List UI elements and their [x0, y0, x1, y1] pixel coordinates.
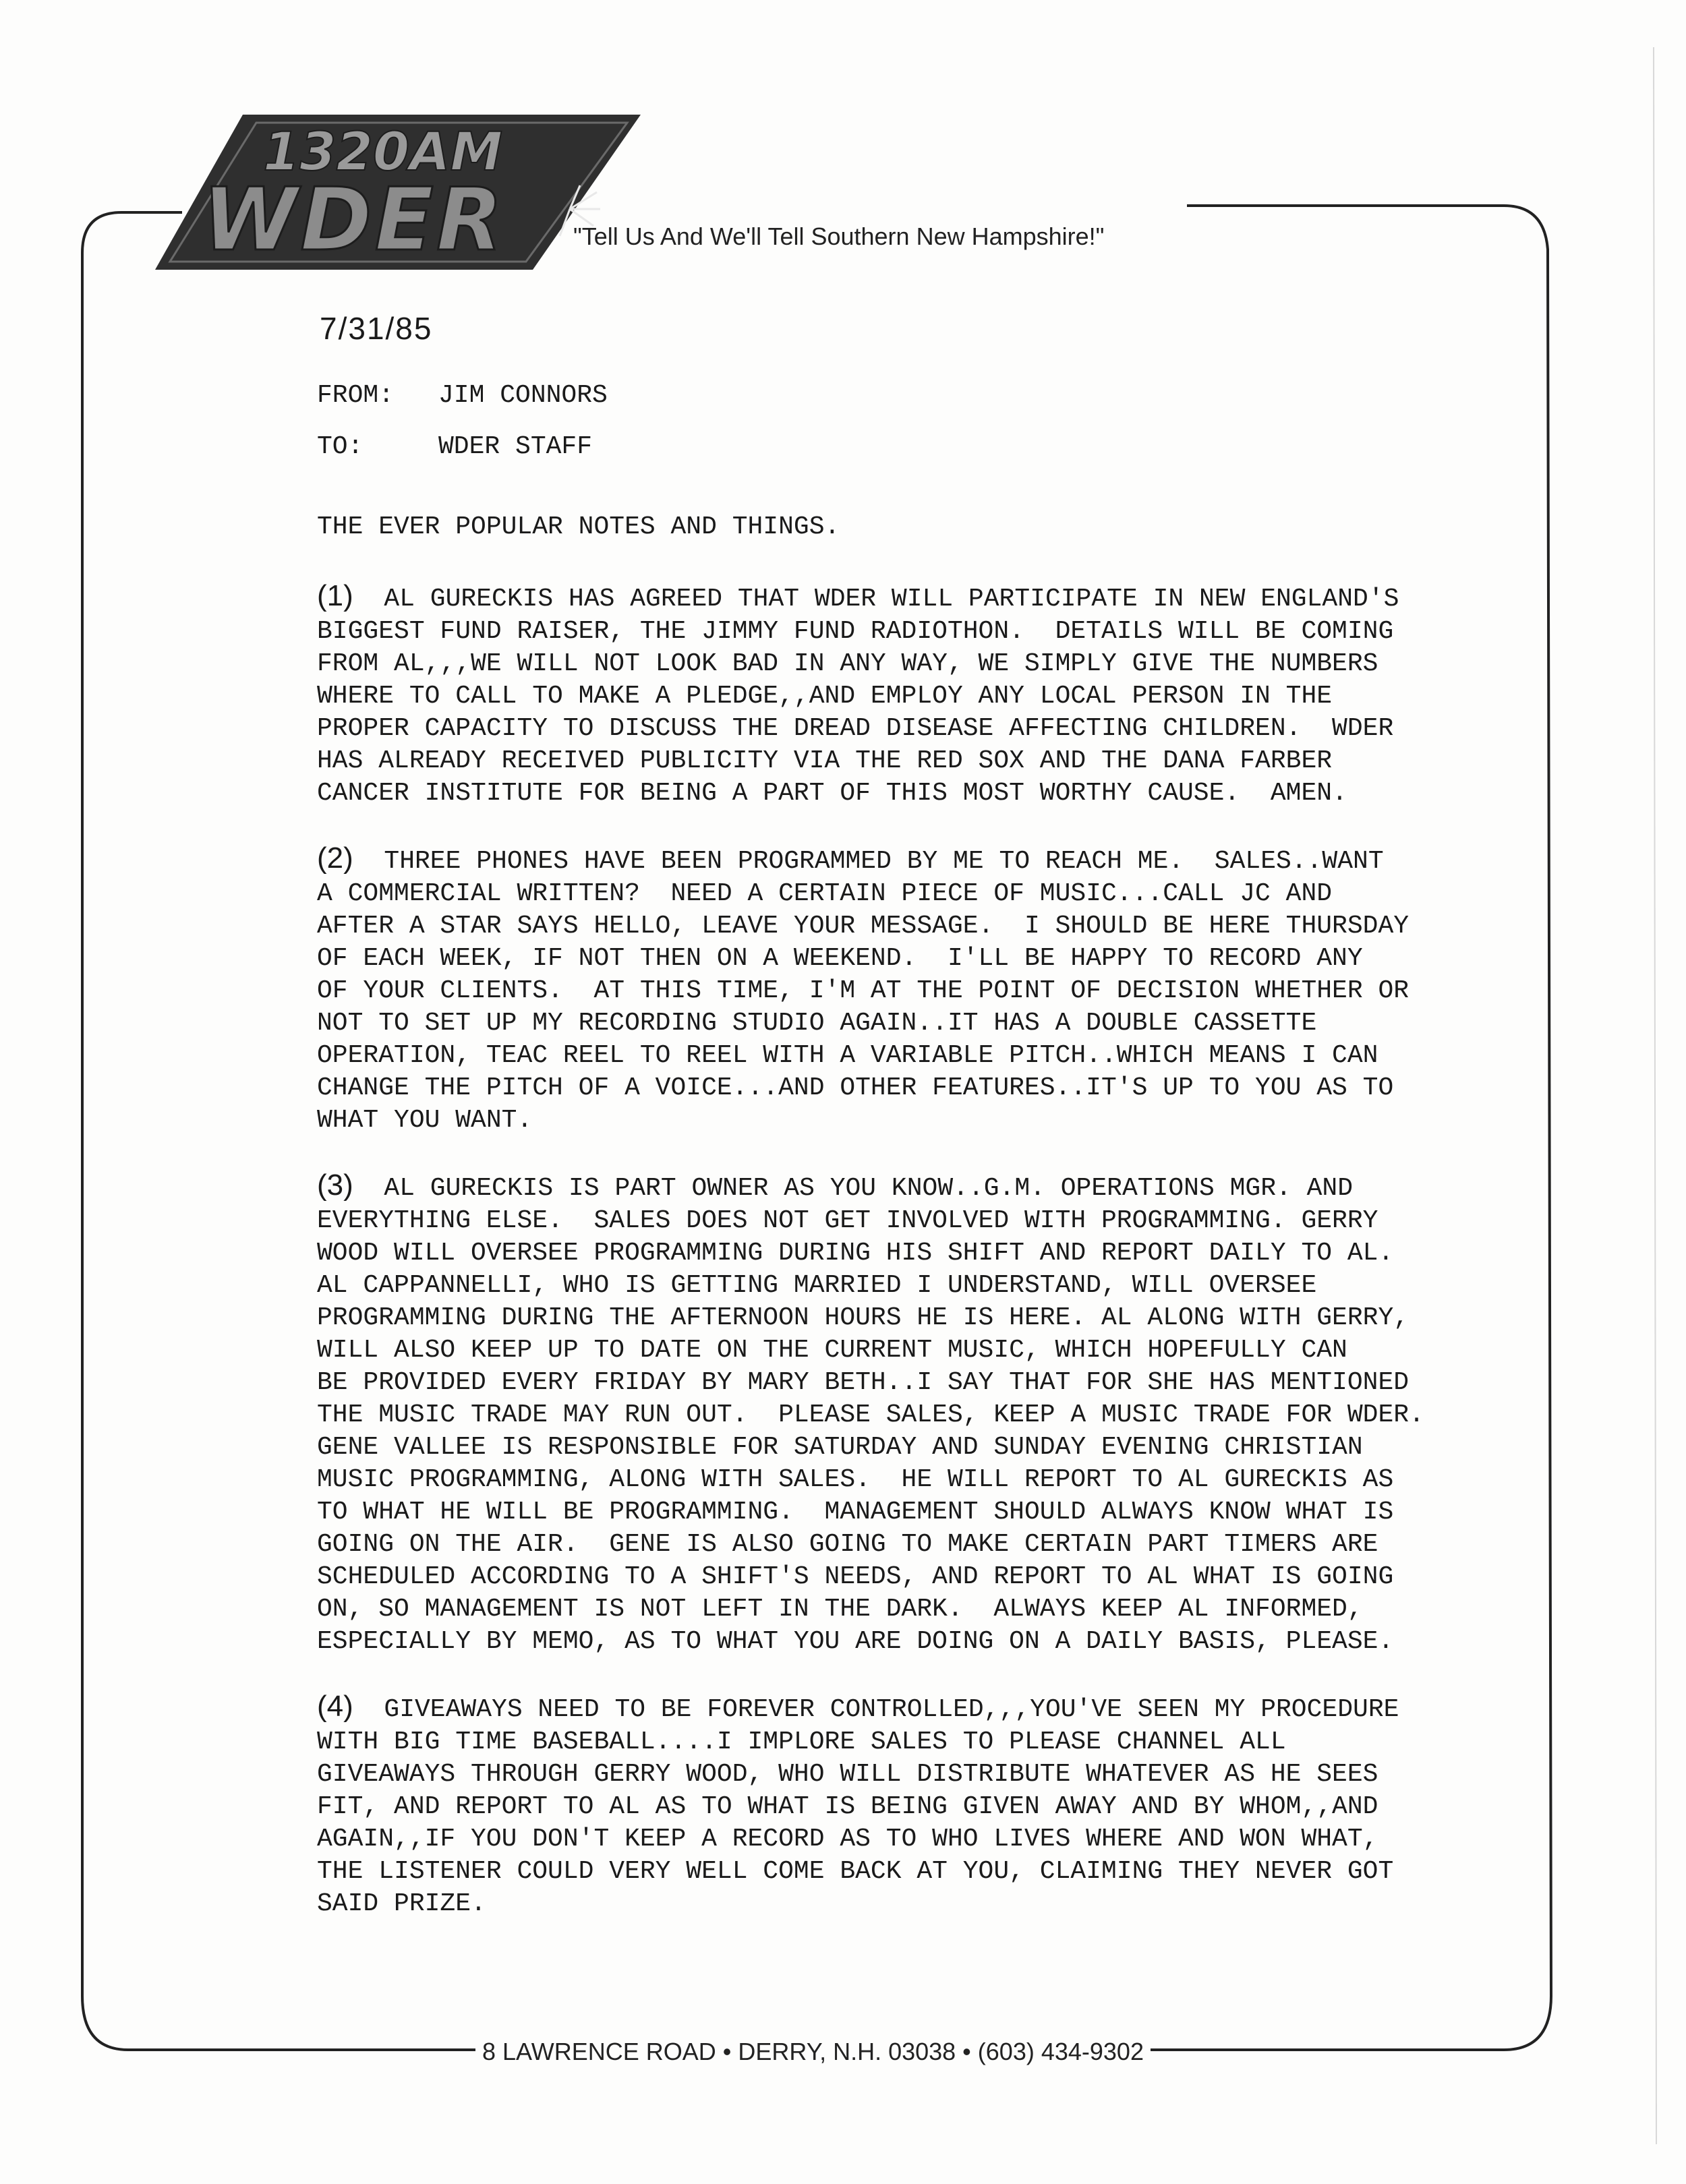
memo-paragraph-3	[317, 1169, 1544, 1658]
paragraph-text: GIVEAWAYS NEED TO BE FOREVER CONTROLLED,,,YOU'VE SEEN MY PROCEDURE WITH BIG TIME BASEBALL....I IMPLORE SALES TO PLEASE CHANNEL ALL GIVEAWAYS THROUGH GERRY WOOD, WHO WILL DISTRIBUTE WHATEVER AS HE SEES FIT, AND REPORT TO AL AS TO WHAT IS BEING GIVEN AWAY AND BY WHOM,,AND AGAIN,,IF YOU DON'T KEEP A RECORD AS TO WHO LIVES WHERE AND WON WHAT, THE LISTENER COULD VERY WELL COME BACK AT YOU, CLAIMING THEY NEVER GOT SAID PRIZE.	[317, 1695, 1399, 1918]
paragraph-text: AL GURECKIS HAS AGREED THAT WDER WILL PARTICIPATE IN NEW ENGLAND'S BIGGEST FUND RAISER, THE JIMMY FUND RADIOTHON. DETAILS WILL BE COMING FROM AL,,,WE WILL NOT LOOK BAD IN ANY WAY, WE SIMPLY GIVE THE NUMBERS WHERE TO CALL TO MAKE A PLEDGE,,AND EMPLOY ANY LOCAL PERSON IN THE PROPER CAPACITY TO DISCUSS THE DREAD DISEASE AFFECTING CHILDREN. WDER HAS ALREADY RECEIVED PUBLICITY VIA THE RED SOX AND THE DANA FARBER CANCER INSTITUTE FOR BEING A PART OF THIS MOST WORTHY CAUSE. AMEN.	[317, 585, 1399, 808]
memo-paragraph-2	[317, 842, 1544, 1137]
paragraph-number: (4)	[317, 1690, 353, 1723]
paragraph-text: THREE PHONES HAVE BEEN PROGRAMMED BY ME TO REACH ME. SALES..WANT A COMMERCIAL WRITTEN? NEED A CERTAIN PIECE OF MUSIC...CALL JC AND AFTER A STAR SAYS HELLO, LEAVE YOUR MESSAGE. I SHOULD BE HERE THURSDAY OF EACH WEEK, IF NOT THEN ON A WEEKEND. I'LL BE HAPPY TO RECORD ANY OF YOUR CLIENTS. AT THIS TIME, I'M AT THE POINT OF DECISION WHETHER OR NOT TO SET UP MY RECORDING STUDIO AGAIN..IT HAS A DOUBLE CASSETTE OPERATION, TEAC REEL TO REEL WITH A VARIABLE PITCH..WHICH MEANS I CAN CHANGE THE PITCH OF A VOICE...AND OTHER FEATURES..IT'S UP TO YOU AS TO WHAT YOU WANT.	[317, 847, 1409, 1135]
memo-paragraph-4	[317, 1690, 1544, 1920]
memo-body	[317, 310, 1544, 1953]
letterhead-tagline: "Tell Us And We'll Tell Southern New Hampshire!"	[573, 223, 1105, 250]
memo-paragraph-1	[317, 580, 1544, 810]
paragraph-number: (1)	[317, 579, 353, 612]
logo-frequency: 1320AM	[263, 122, 503, 183]
to-value: WDER STAFF	[438, 432, 593, 461]
from-row	[317, 379, 1544, 413]
paragraph-number: (3)	[317, 1169, 353, 1202]
memo-date: 7/31/85	[320, 311, 433, 346]
from-value: JIM CONNORS	[438, 381, 608, 410]
to-label: TO:	[317, 432, 364, 461]
to-row	[317, 430, 1544, 464]
wder-logo	[155, 115, 641, 276]
footer-address: 8 LAWRENCE ROAD • DERRY, N.H. 03038 • (603) 434-9302	[475, 2038, 1151, 2066]
paragraph-text: AL GURECKIS IS PART OWNER AS YOU KNOW..G.M. OPERATIONS MGR. AND EVERYTHING ELSE. SALES DOES NOT GET INVOLVED WITH PROGRAMMING. GERRY WOOD WILL OVERSEE PROGRAMMING DURING HIS SHIFT AND REPORT DAILY TO AL. AL CAPPANNELLI, WHO IS GETTING MARRIED I UNDERSTAND, WILL OVERSEE PROGRAMMING DURING THE AFTERNOON HOURS HE IS HERE. AL ALONG WITH GERRY, WILL ALSO KEEP UP TO DATE ON THE CURRENT MUSIC, WHICH HOPEFULLY CAN BE PROVIDED EVERY FRIDAY BY MARY BETH..I SAY THAT FOR SHE HAS MENTIONED THE MUSIC TRADE MAY RUN OUT. PLEASE SALES, KEEP A MUSIC TRADE FOR WDER. GENE VALLEE IS RESPONSIBLE FOR SATURDAY AND SUNDAY EVENING CHRISTIAN MUSIC PROGRAMMING, ALONG WITH SALES. HE WILL REPORT TO AL GURECKIS AS TO WHAT HE WILL BE PROGRAMMING. MANAGEMENT SHOULD ALWAYS KNOW WHAT IS GOING ON THE AIR. GENE IS ALSO GOING TO MAKE CERTAIN PART TIMERS ARE SCHEDULED ACCORDING TO A SHIFT'S NEEDS, AND REPORT TO AL WHAT IS GOING ON, SO MANAGEMENT IS NOT LEFT IN THE DARK. ALWAYS KEEP AL INFORMED, ESPECIALLY BY MEMO, AS TO WHAT YOU ARE DOING ON A DAILY BASIS, PLEASE.	[317, 1174, 1424, 1656]
memo-title: THE EVER POPULAR NOTES AND THINGS.	[317, 512, 840, 541]
from-label: FROM:	[317, 381, 395, 410]
logo-callsign: WDER	[202, 170, 506, 270]
paragraph-number: (2)	[317, 842, 353, 875]
